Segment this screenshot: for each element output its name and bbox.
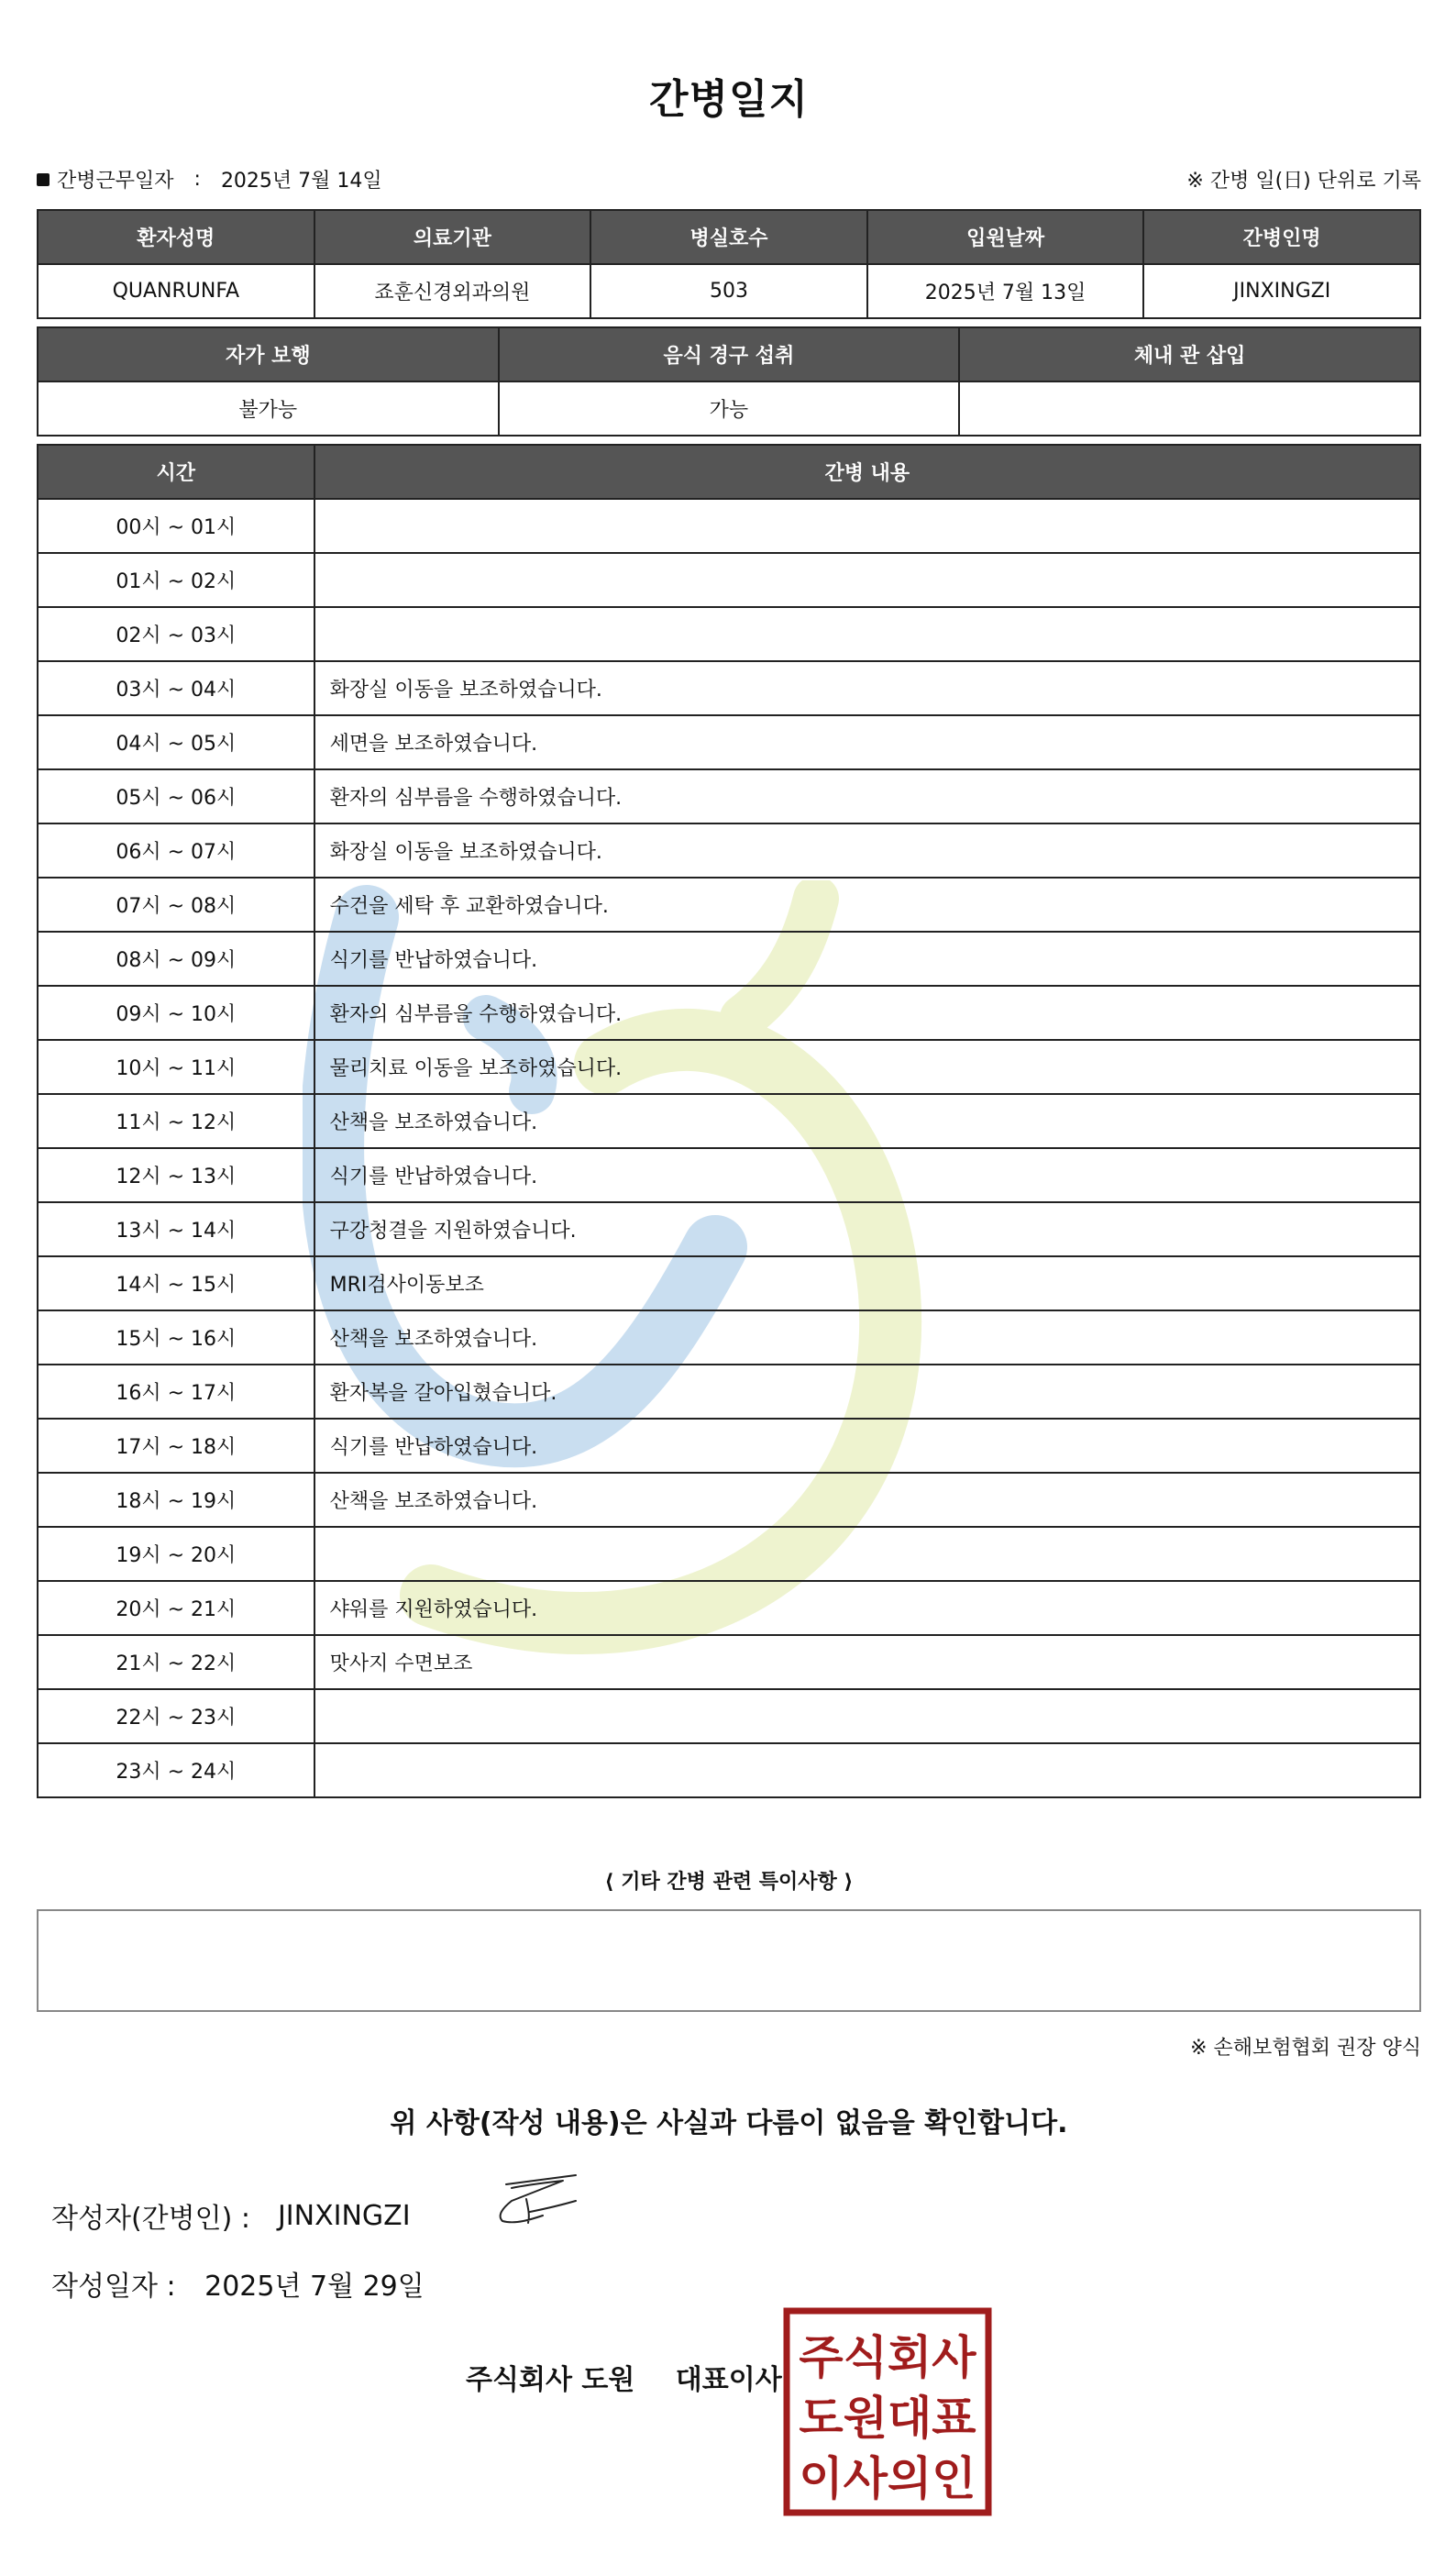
care-log-time: 05시 ~ 06시: [38, 769, 314, 823]
company-name: 주식회사 도원: [466, 2364, 635, 2396]
room-number-value: 503: [590, 264, 867, 318]
care-log-row: [38, 1473, 1420, 1527]
care-log-time: 12시 ~ 13시: [38, 1148, 314, 1202]
daily-record-note: ※ 간병 일(日) 단위로 기록: [1186, 170, 1421, 193]
writer-name: JINXINGZI: [277, 2199, 411, 2232]
care-log-row: [38, 1635, 1420, 1689]
hourly-care-log-table: [37, 444, 1421, 1798]
caregiver-name-header: 간병인명: [1143, 210, 1420, 264]
care-log-time: 01시 ~ 02시: [38, 553, 314, 607]
care-log-content: 환자의 심부름을 수행하였습니다.: [314, 986, 1420, 1040]
company-seal-stamp: [783, 2307, 992, 2516]
remarks-box: [37, 1909, 1421, 2012]
care-log-row: [38, 1040, 1420, 1094]
oral-intake-value: 가능: [499, 381, 960, 436]
written-date-label: 작성일자 :: [51, 2271, 176, 2303]
care-log-row: [38, 607, 1420, 661]
writer-label: 작성자(간병인) :: [51, 2203, 250, 2235]
care-log-row: [38, 932, 1420, 986]
care-log-content: 환자의 심부름을 수행하였습니다.: [314, 769, 1420, 823]
care-log-content: 세면을 보조하였습니다.: [314, 715, 1420, 769]
care-log-content: 식기를 반납하였습니다.: [314, 1148, 1420, 1202]
care-log-content: 산책을 보조하였습니다.: [314, 1310, 1420, 1365]
care-log-time: 23시 ~ 24시: [38, 1743, 314, 1797]
content-column-header: 간병 내용: [314, 445, 1420, 499]
care-log-time: 22시 ~ 23시: [38, 1689, 314, 1743]
care-log-time: 18시 ~ 19시: [38, 1473, 314, 1527]
care-log-row: [38, 553, 1420, 607]
hospital-header: 의료기관: [314, 210, 591, 264]
care-log-time: 13시 ~ 14시: [38, 1202, 314, 1256]
care-log-row: [38, 1743, 1420, 1797]
writer-line: [51, 2195, 411, 2236]
care-log-time: 16시 ~ 17시: [38, 1365, 314, 1419]
care-log-content: [314, 607, 1420, 661]
care-log-time: 00시 ~ 01시: [38, 499, 314, 553]
care-log-time: 19시 ~ 20시: [38, 1527, 314, 1581]
patient-info-value-row: [38, 264, 1420, 318]
care-log-row: [38, 1527, 1420, 1581]
hospital-value: 죠훈신경외과의원: [314, 264, 591, 318]
self-walking-value: 불가능: [38, 381, 499, 436]
care-log-content: [314, 1689, 1420, 1743]
care-log-content: 구강청결을 지원하였습니다.: [314, 1202, 1420, 1256]
work-date-value: 2025년 7월 14일: [220, 170, 382, 193]
patient-status-value-row: [38, 381, 1420, 436]
care-log-time: 17시 ~ 18시: [38, 1419, 314, 1473]
care-log-content: 산책을 보조하였습니다.: [314, 1094, 1420, 1148]
confirmation-statement: 위 사항(작성 내용)은 사실과 다름이 없음을 확인합니다.: [390, 2107, 1068, 2139]
care-log-content: MRI검사이동보조: [314, 1256, 1420, 1310]
care-log-row: [38, 1689, 1420, 1743]
room-number-header: 병실호수: [590, 210, 867, 264]
written-date-value: 2025년 7월 29일: [204, 2271, 425, 2303]
care-log-content: 식기를 반납하였습니다.: [314, 932, 1420, 986]
care-log-content: [314, 1527, 1420, 1581]
care-log-row: [38, 1256, 1420, 1310]
care-log-time: 14시 ~ 15시: [38, 1256, 314, 1310]
work-date-line: [37, 165, 1421, 194]
patient-name-header: 환자성명: [38, 210, 314, 264]
care-log-content: 샤워를 지원하였습니다.: [314, 1581, 1420, 1635]
page-title: 간병일지: [648, 76, 809, 123]
care-log-body: [38, 499, 1420, 1797]
care-log-time: 07시 ~ 08시: [38, 878, 314, 932]
care-log-row: [38, 1094, 1420, 1148]
care-log-row: [38, 1202, 1420, 1256]
patient-name-value: QUANRUNFA: [38, 264, 314, 318]
care-log-header-row: [38, 445, 1420, 499]
tube-insertion-header: 체내 관 삽입: [959, 327, 1420, 381]
care-log-content: 화장실 이동을 보조하였습니다.: [314, 823, 1420, 878]
oral-intake-header: 음식 경구 섭취: [499, 327, 960, 381]
care-log-row: [38, 1581, 1420, 1635]
care-log-content: 물리치료 이동을 보조하였습니다.: [314, 1040, 1420, 1094]
care-log-time: 21시 ~ 22시: [38, 1635, 314, 1689]
patient-status-table: [37, 326, 1421, 437]
recommended-form-note: ※ 손해보험협회 권장 양식: [1190, 2037, 1421, 2060]
admission-date-header: 입원날짜: [867, 210, 1144, 264]
care-log-row: [38, 823, 1420, 878]
care-log-content: 맛사지 수면보조: [314, 1635, 1420, 1689]
handwritten-signature: [475, 2168, 594, 2232]
care-log-row: [38, 1148, 1420, 1202]
care-log-time: 11시 ~ 12시: [38, 1094, 314, 1148]
care-log-time: 09시 ~ 10시: [38, 986, 314, 1040]
admission-date-value: 2025년 7월 13일: [867, 264, 1144, 318]
care-log-time: 20시 ~ 21시: [38, 1581, 314, 1635]
care-log-time: 06시 ~ 07시: [38, 823, 314, 878]
seal-line-3: 이사의인: [799, 2452, 976, 2505]
care-log-row: [38, 499, 1420, 553]
time-column-header: 시간: [38, 445, 314, 499]
bullet-square-icon: [37, 173, 50, 186]
work-date-label: 간병근무일자: [57, 170, 174, 193]
care-log-content: 산책을 보조하였습니다.: [314, 1473, 1420, 1527]
care-log-row: [38, 661, 1420, 715]
self-walking-header: 자가 보행: [38, 327, 499, 381]
care-log-content: [314, 553, 1420, 607]
care-log-row: [38, 1365, 1420, 1419]
caregiver-name-value: JINXINGZI: [1143, 264, 1420, 318]
remarks-title: ⟨ 기타 간병 관련 특이사항 ⟩: [604, 1871, 854, 1894]
care-log-time: 08시 ~ 09시: [38, 932, 314, 986]
care-log-time: 02시 ~ 03시: [38, 607, 314, 661]
care-log-time: 10시 ~ 11시: [38, 1040, 314, 1094]
care-log-row: [38, 878, 1420, 932]
representative-title: 대표이사: [675, 2364, 782, 2396]
company-signatory: [466, 2357, 782, 2397]
care-log-row: [38, 1310, 1420, 1365]
patient-info-header-row: [38, 210, 1420, 264]
care-log-row: [38, 986, 1420, 1040]
care-log-row: [38, 715, 1420, 769]
work-date-separator: :: [193, 168, 201, 191]
seal-line-1: 주식회사: [799, 2331, 976, 2384]
written-date-line: [51, 2263, 425, 2304]
care-log-time: 03시 ~ 04시: [38, 661, 314, 715]
care-log-content: 환자복을 갈아입혔습니다.: [314, 1365, 1420, 1419]
care-log-row: [38, 769, 1420, 823]
seal-line-2: 도원대표: [799, 2392, 976, 2445]
care-log-time: 04시 ~ 05시: [38, 715, 314, 769]
care-log-content: [314, 1743, 1420, 1797]
tube-insertion-value: [959, 381, 1420, 436]
patient-status-header-row: [38, 327, 1420, 381]
care-log-time: 15시 ~ 16시: [38, 1310, 314, 1365]
care-log-content: 식기를 반납하였습니다.: [314, 1419, 1420, 1473]
care-log-content: [314, 499, 1420, 553]
patient-info-table: [37, 209, 1421, 319]
care-log-content: 화장실 이동을 보조하였습니다.: [314, 661, 1420, 715]
care-log-row: [38, 1419, 1420, 1473]
care-log-content: 수건을 세탁 후 교환하였습니다.: [314, 878, 1420, 932]
